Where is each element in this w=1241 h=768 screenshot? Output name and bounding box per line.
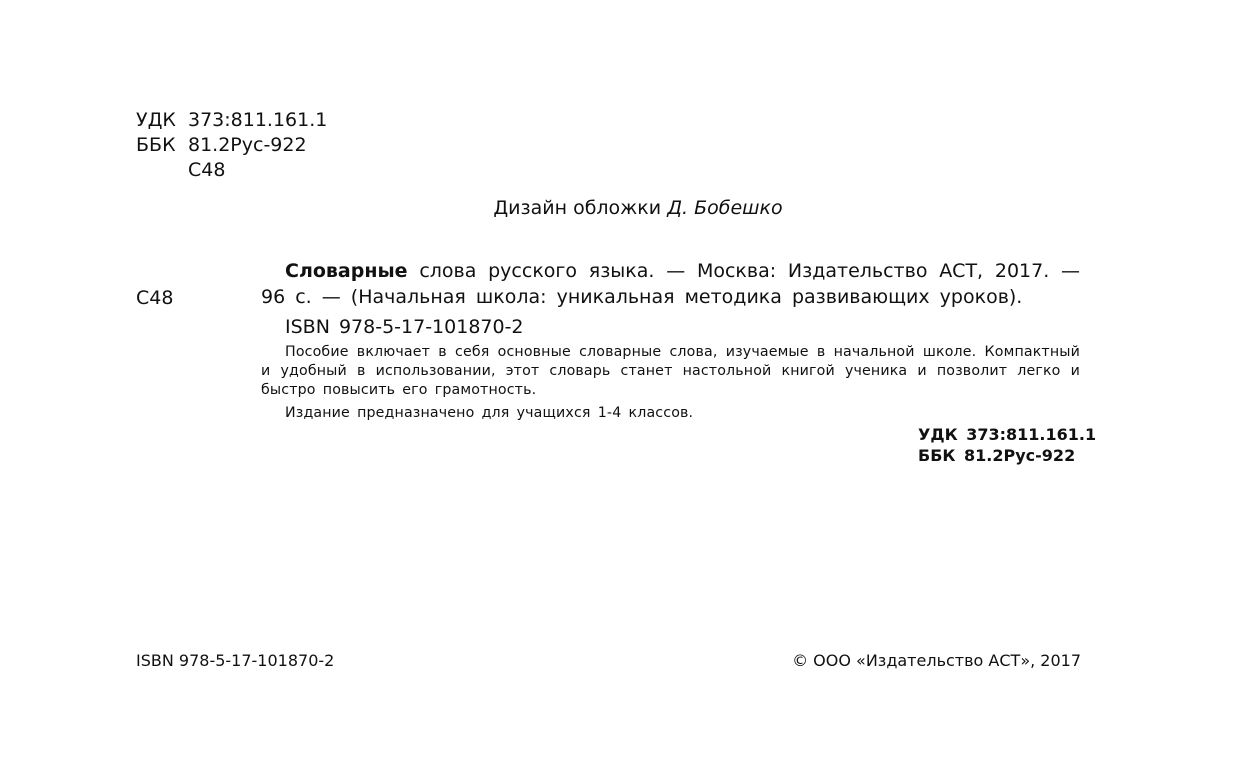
annotation-paragraph-1: Пособие включает в себя основные словарные слова, изучаемые в начальной школе. Компактный и удобный в использовании, этот словарь станет настольной книгой ученика и позволит легко и быстро повысить его грамотность.	[261, 344, 1080, 398]
udk-value: 373:811.161.1	[188, 109, 328, 131]
udk-row	[0, 108, 400, 133]
udk-code-bold: УДК 373:811.161.1	[918, 425, 1097, 444]
cover-design-label: Дизайн обложки	[493, 197, 662, 219]
bibliographic-entry	[261, 259, 1080, 310]
bib-line-1-rest: слова русского языка. — Москва: Издательство АСТ, 2017. —	[407, 260, 1080, 282]
classification-codes-bold	[918, 425, 1096, 466]
bbk-row	[0, 133, 400, 158]
annotation	[261, 343, 1080, 423]
footer-isbn: ISBN 978-5-17-101870-2	[136, 651, 335, 670]
bbk-code-bold: ББК 81.2Рус-922	[918, 445, 1076, 465]
bib-line-1	[261, 259, 1080, 285]
footer-copyright: © ООО «Издательство АСТ», 2017	[792, 651, 1081, 670]
author-mark-row	[0, 158, 400, 183]
author-mark: С48	[188, 159, 226, 181]
annotation-paragraph-2: Издание предназначено для учащихся 1-4 классов.	[285, 405, 694, 421]
udk-label: УДК	[136, 109, 176, 131]
bbk-label: ББК	[136, 134, 176, 156]
cover-designer-name: Д. Бобешко	[667, 197, 783, 219]
entry-author-mark: С48	[136, 287, 174, 309]
bbk-value: 81.2Рус-922	[188, 134, 307, 156]
book-title-bold: Словарные	[285, 260, 408, 282]
cover-design-credit	[0, 196, 1241, 221]
bib-line-2: 96 с. — (Начальная школа: уникальная методика развивающих уроков).	[261, 285, 1023, 308]
entry-isbn: ISBN 978-5-17-101870-2	[285, 316, 524, 338]
